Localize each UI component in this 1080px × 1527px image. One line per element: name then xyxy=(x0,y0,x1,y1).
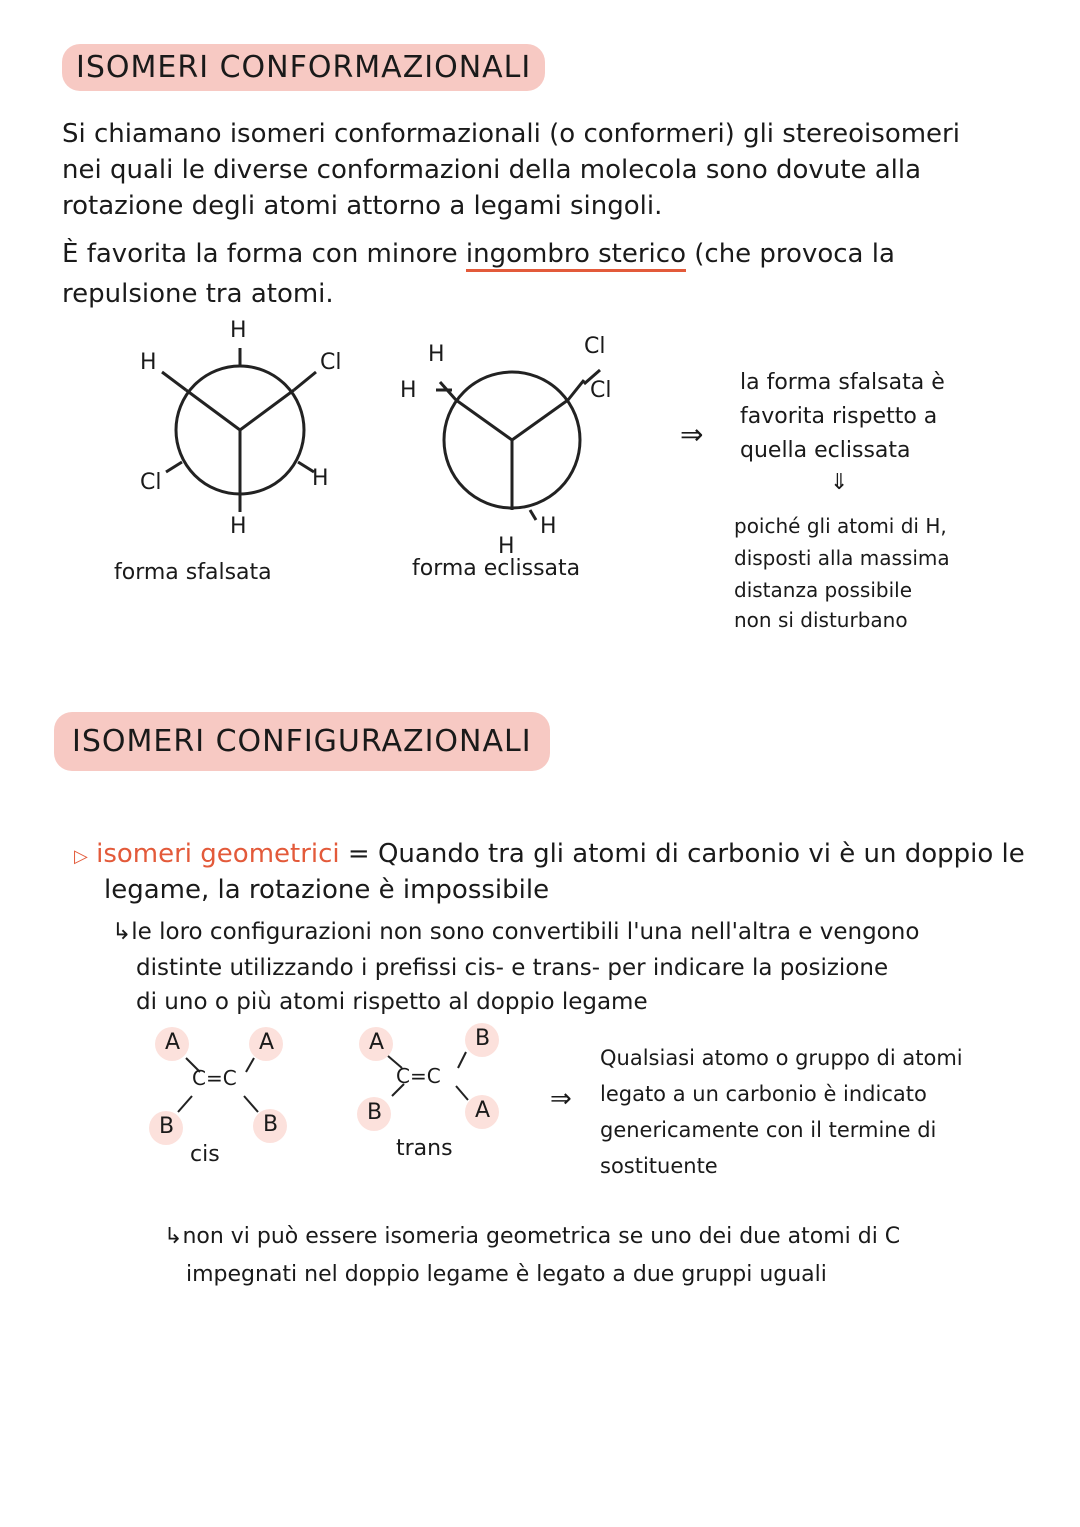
cis-b-left: B xyxy=(159,1114,175,1139)
sub-line-1: ↳le loro configurazioni non sono convertibili l'una nell'altra e vengono xyxy=(112,919,920,945)
trans-a-right: A xyxy=(475,1098,491,1123)
note1-line4: poiché gli atomi di H, xyxy=(734,514,947,538)
stag-h-bottom: H xyxy=(230,514,247,539)
note2-line1: Qualsiasi atomo o gruppo di atomi xyxy=(600,1046,963,1070)
intro-line-3: rotazione degli atomi attorno a legami singoli. xyxy=(62,191,663,221)
stag-h-topleft: H xyxy=(140,350,157,375)
cis-b-right: B xyxy=(263,1112,279,1137)
ecl-h-bottom-right: H xyxy=(540,514,557,539)
section-title-configurational: ISOMERI CONFIGURAZIONALI xyxy=(54,712,550,771)
trans-caption: trans xyxy=(396,1136,453,1161)
eclipsed-caption: forma eclissata xyxy=(412,556,581,581)
cis-a-right: A xyxy=(259,1030,275,1055)
intro-line-1: Si chiamano isomeri conformazionali (o conformeri) gli stereoisomeri xyxy=(62,119,960,149)
note3-line2: impegnati nel doppio legame è legato a due gruppi uguali xyxy=(186,1262,827,1287)
stag-cl-bottomleft: Cl xyxy=(140,470,162,495)
ecl-h-bottom: H xyxy=(498,534,515,559)
stag-cl-topright: Cl xyxy=(320,350,342,375)
implies-arrow-icon-2: ⇒ xyxy=(550,1084,572,1114)
note2-line2: legato a un carbonio è indicato xyxy=(600,1082,927,1106)
highlight-term: ingombro sterico xyxy=(466,239,686,272)
down-arrow-icon: ⇓ xyxy=(830,470,849,495)
bullet-arrow-icon: ▷ xyxy=(74,846,88,867)
implies-arrow-icon: ⇒ xyxy=(680,418,704,451)
note1-line1: la forma sfalsata è xyxy=(740,370,945,395)
intro-line-4: È favorita la forma con minore ingombro sterico (che provoca la xyxy=(62,236,895,272)
note2-line3: genericamente con il termine di xyxy=(600,1118,937,1142)
ecl-h-left: H xyxy=(400,378,417,403)
sub-line-3: di uno o più atomi rispetto al doppio legame xyxy=(136,989,648,1015)
stag-h-bottomright: H xyxy=(312,466,329,491)
note3-line1: ↳non vi può essere isomeria geometrica se uno dei due atomi di C xyxy=(164,1224,901,1249)
trans-b-left: B xyxy=(367,1100,383,1125)
sub-arrow-icon-2: ↳ xyxy=(164,1224,183,1249)
intro-line-5: repulsione tra atomi. xyxy=(62,279,334,309)
newman-staggered xyxy=(162,348,316,512)
note2-line4: sostituente xyxy=(600,1154,718,1178)
newman-eclipsed xyxy=(436,370,600,520)
intro-line-2: nei quali le diverse conformazioni della molecola sono dovute alla xyxy=(62,155,922,185)
ecl-cl-right: Cl xyxy=(590,378,612,403)
trans-b-right: B xyxy=(475,1026,491,1051)
note1-line7: non si disturbano xyxy=(734,608,908,632)
geo-line-1: ▷ isomeri geometrici = Quando tra gli atomi di carbonio vi è un doppio le xyxy=(74,839,1025,869)
section-title-conformational: ISOMERI CONFORMAZIONALI xyxy=(62,44,545,91)
stag-h-top: H xyxy=(230,318,247,343)
sub-arrow-icon: ↳ xyxy=(112,919,132,945)
trans-a-left: A xyxy=(369,1030,385,1055)
ecl-h-top: H xyxy=(428,342,445,367)
cis-a-left: A xyxy=(165,1030,181,1055)
geo-label: isomeri geometrici xyxy=(96,839,340,869)
trans-double-bond: C=C xyxy=(396,1064,441,1088)
note1-line5: disposti alla massima xyxy=(734,546,950,570)
ecl-cl-top: Cl xyxy=(584,334,606,359)
staggered-caption: forma sfalsata xyxy=(114,560,272,585)
cis-caption: cis xyxy=(190,1142,220,1167)
cis-double-bond: C=C xyxy=(192,1066,237,1090)
geo-line-2: legame, la rotazione è impossibile xyxy=(104,875,550,905)
note1-line6: distanza possibile xyxy=(734,578,912,602)
note1-line2: favorita rispetto a xyxy=(740,404,938,429)
sub-line-2: distinte utilizzando i prefissi cis- e trans- per indicare la posizione xyxy=(136,955,889,981)
note1-line3: quella eclissata xyxy=(740,438,911,463)
